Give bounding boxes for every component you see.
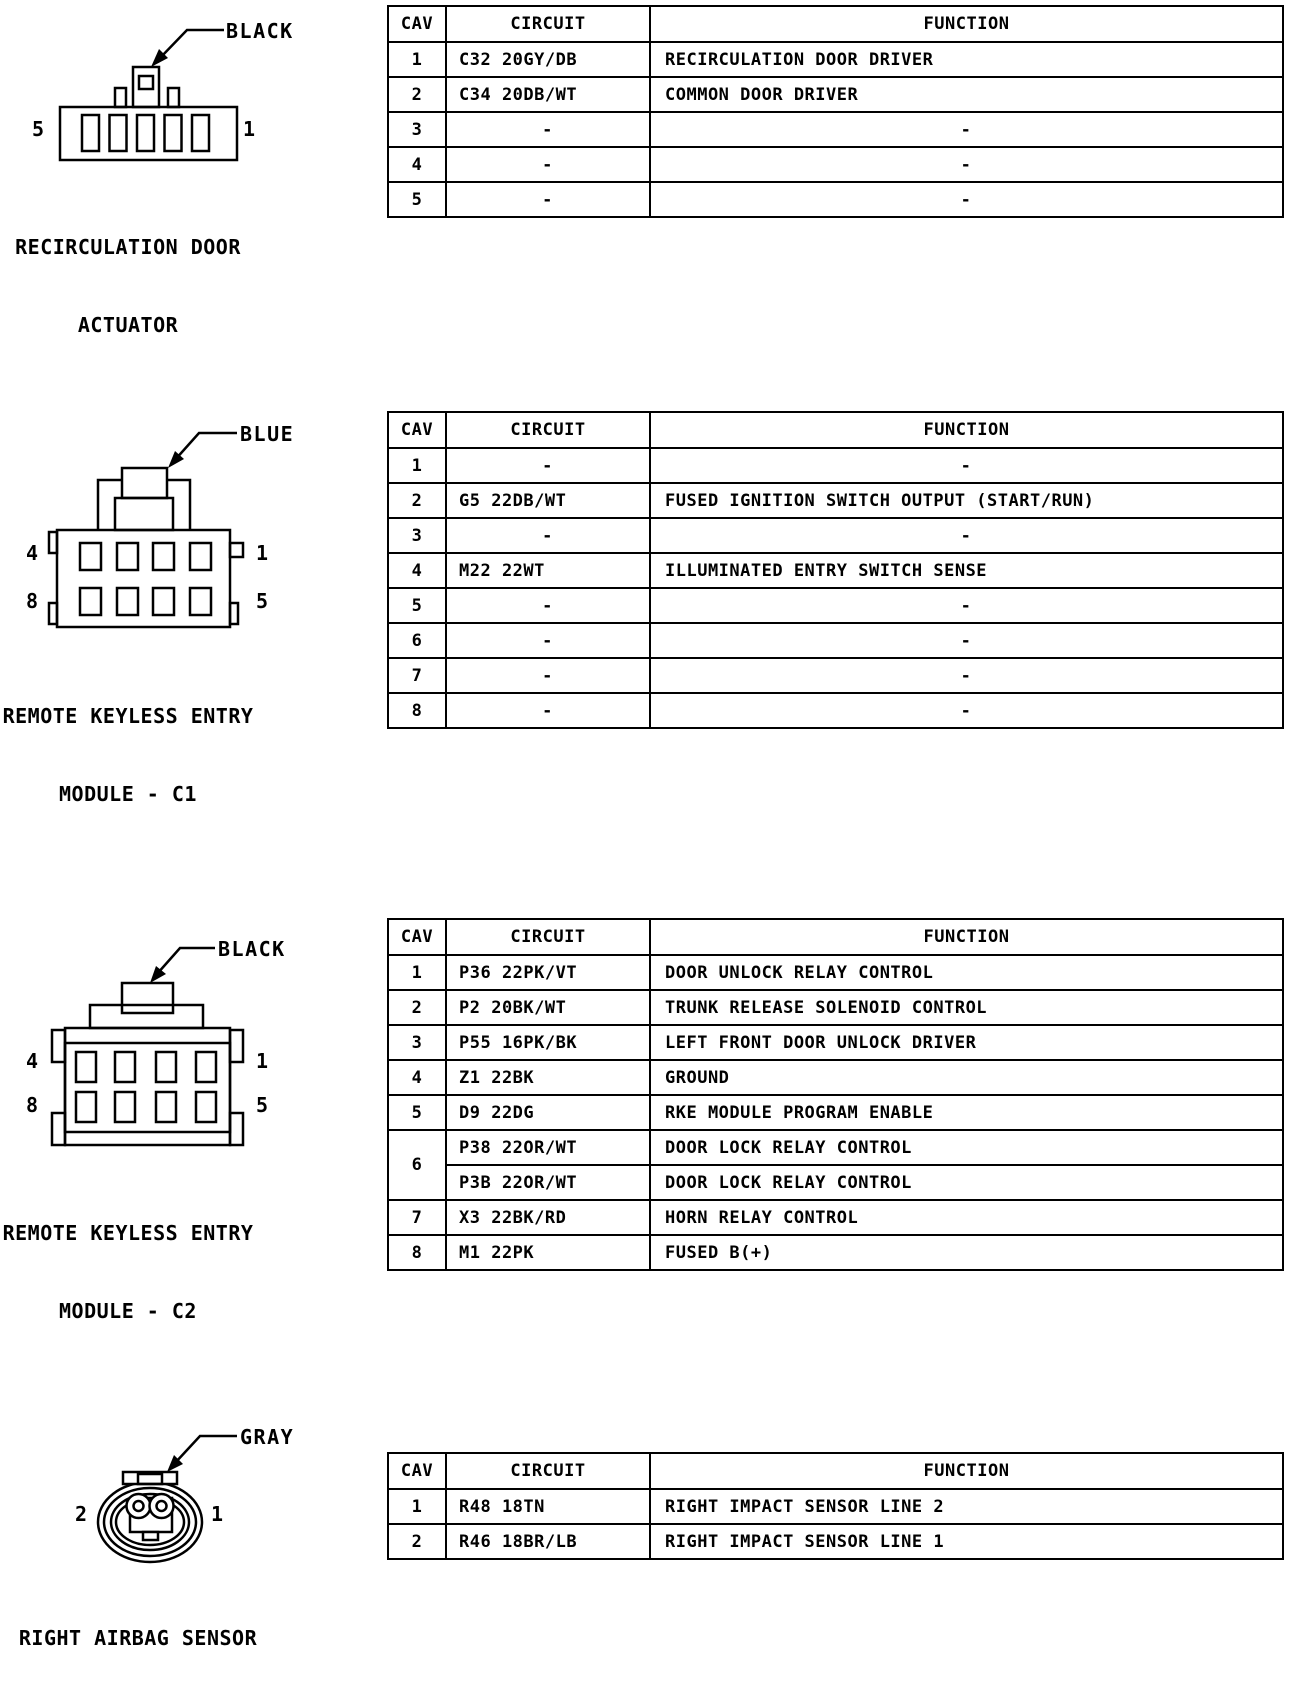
cell-circuit: C34 20DB/WT xyxy=(446,77,650,112)
cell-function: - xyxy=(650,658,1283,693)
table-row xyxy=(388,77,1283,112)
table-row xyxy=(388,1060,1283,1095)
pinout-table-recirculation-door-actuator xyxy=(387,5,1284,218)
column-header-cav: CAV xyxy=(388,919,446,955)
pin-number-label: 4 xyxy=(26,541,39,565)
cell-function: RECIRCULATION DOOR DRIVER xyxy=(650,42,1283,77)
cell-function: COMMON DOOR DRIVER xyxy=(650,77,1283,112)
table-row xyxy=(388,518,1283,553)
cell-function: - xyxy=(650,623,1283,658)
cell-circuit: M1 22PK xyxy=(446,1235,650,1270)
table-row xyxy=(388,1200,1283,1235)
cell-circuit: Z1 22BK xyxy=(446,1060,650,1095)
cell-circuit: - xyxy=(446,518,650,553)
table-row xyxy=(388,955,1283,990)
cell-cav: 2 xyxy=(388,77,446,112)
table-row xyxy=(388,1165,1283,1200)
column-header-function: FUNCTION xyxy=(650,412,1283,448)
table-header-row xyxy=(388,6,1283,42)
cell-circuit: - xyxy=(446,448,650,483)
cell-function: - xyxy=(650,147,1283,182)
pin-number-label: 1 xyxy=(256,1049,269,1073)
table-row xyxy=(388,112,1283,147)
column-header-cav: CAV xyxy=(388,6,446,42)
cell-cav: 3 xyxy=(388,1025,446,1060)
cell-cav: 4 xyxy=(388,147,446,182)
connector-color-label: GRAY xyxy=(240,1425,295,1449)
cell-function: FUSED B(+) xyxy=(650,1235,1283,1270)
cell-circuit: R48 18TN xyxy=(446,1489,650,1524)
column-header-function: FUNCTION xyxy=(650,6,1283,42)
table-row xyxy=(388,182,1283,217)
column-header-circuit: CIRCUIT xyxy=(446,919,650,955)
connector-caption: REMOTE KEYLESS ENTRY MODULE - C1 xyxy=(2,704,254,806)
table-row xyxy=(388,147,1283,182)
cell-cav: 8 xyxy=(388,1235,446,1270)
cell-cav: 3 xyxy=(388,518,446,553)
cell-function: DOOR LOCK RELAY CONTROL xyxy=(650,1165,1283,1200)
table-header-row xyxy=(388,412,1283,448)
cell-circuit: - xyxy=(446,147,650,182)
pin-number-label: 2 xyxy=(75,1502,88,1526)
cell-circuit: - xyxy=(446,182,650,217)
cell-cav: 5 xyxy=(388,1095,446,1130)
cell-function: RKE MODULE PROGRAM ENABLE xyxy=(650,1095,1283,1130)
cell-cav: 7 xyxy=(388,658,446,693)
cell-cav: 4 xyxy=(388,553,446,588)
cell-function: - xyxy=(650,448,1283,483)
cell-circuit: M22 22WT xyxy=(446,553,650,588)
cell-circuit: P3B 22OR/WT xyxy=(446,1165,650,1200)
cell-circuit: - xyxy=(446,623,650,658)
cell-cav: 8 xyxy=(388,693,446,728)
cell-circuit: D9 22DG xyxy=(446,1095,650,1130)
connector-color-label: BLACK xyxy=(226,19,294,43)
table-row xyxy=(388,623,1283,658)
table-row xyxy=(388,588,1283,623)
cell-cav: 1 xyxy=(388,42,446,77)
column-header-circuit: CIRCUIT xyxy=(446,1453,650,1489)
table-row xyxy=(388,448,1283,483)
cell-circuit: R46 18BR/LB xyxy=(446,1524,650,1559)
cell-cav: 1 xyxy=(388,955,446,990)
pin-number-label: 8 xyxy=(26,1093,39,1117)
cell-cav: 5 xyxy=(388,588,446,623)
column-header-function: FUNCTION xyxy=(650,919,1283,955)
pin-number-label: 5 xyxy=(32,117,45,141)
connector-caption: RIGHT AIRBAG SENSOR xyxy=(18,1626,258,1650)
cell-cav: 3 xyxy=(388,112,446,147)
cell-cav: 6 xyxy=(388,623,446,658)
pin-number-label: 5 xyxy=(256,1093,269,1117)
cell-function: HORN RELAY CONTROL xyxy=(650,1200,1283,1235)
column-header-circuit: CIRCUIT xyxy=(446,412,650,448)
pin-number-label: 1 xyxy=(243,117,256,141)
pinout-table-rke-module-c2 xyxy=(387,918,1284,1271)
connector-color-label: BLACK xyxy=(218,937,286,961)
cell-circuit: - xyxy=(446,588,650,623)
cell-circuit: C32 20GY/DB xyxy=(446,42,650,77)
table-header-row xyxy=(388,1453,1283,1489)
connector-caption: REMOTE KEYLESS ENTRY MODULE - C2 xyxy=(2,1221,254,1323)
table-row xyxy=(388,1524,1283,1559)
pinout-table-rke-module-c1 xyxy=(387,411,1284,729)
table-header-row xyxy=(388,919,1283,955)
table-row xyxy=(388,693,1283,728)
cell-function: ILLUMINATED ENTRY SWITCH SENSE xyxy=(650,553,1283,588)
table-row xyxy=(388,1489,1283,1524)
cell-function: - xyxy=(650,518,1283,553)
table-row xyxy=(388,990,1283,1025)
table-row xyxy=(388,483,1283,518)
table-row xyxy=(388,1025,1283,1060)
table-row xyxy=(388,553,1283,588)
cell-cav: 4 xyxy=(388,1060,446,1095)
cell-cav: 7 xyxy=(388,1200,446,1235)
cell-function: GROUND xyxy=(650,1060,1283,1095)
cell-function: TRUNK RELEASE SOLENOID CONTROL xyxy=(650,990,1283,1025)
cell-cav: 1 xyxy=(388,448,446,483)
connector-caption: RECIRCULATION DOOR ACTUATOR xyxy=(15,235,241,337)
cell-circuit: P2 20BK/WT xyxy=(446,990,650,1025)
table-row xyxy=(388,1095,1283,1130)
table-row xyxy=(388,42,1283,77)
leader-arrow-icon xyxy=(150,966,166,983)
table-row xyxy=(388,1130,1283,1165)
right-airbag-sensor-connector-drawing xyxy=(0,1395,310,1575)
cell-function: RIGHT IMPACT SENSOR LINE 2 xyxy=(650,1489,1283,1524)
table-row xyxy=(388,1235,1283,1270)
cell-circuit: P38 22OR/WT xyxy=(446,1130,650,1165)
pin-number-label: 1 xyxy=(256,541,269,565)
column-header-function: FUNCTION xyxy=(650,1453,1283,1489)
column-header-cav: CAV xyxy=(388,1453,446,1489)
cell-function: - xyxy=(650,693,1283,728)
cell-circuit: P36 22PK/VT xyxy=(446,955,650,990)
pin-number-label: 8 xyxy=(26,589,39,613)
cell-cav: 2 xyxy=(388,990,446,1025)
pin-number-label: 4 xyxy=(26,1049,39,1073)
cell-function: DOOR UNLOCK RELAY CONTROL xyxy=(650,955,1283,990)
cell-cav: 6 xyxy=(388,1130,446,1200)
connector-color-label: BLUE xyxy=(240,422,295,446)
cell-function: DOOR LOCK RELAY CONTROL xyxy=(650,1130,1283,1165)
cell-cav: 5 xyxy=(388,182,446,217)
rke-module-c2-connector-drawing xyxy=(0,890,310,1160)
cell-function: - xyxy=(650,112,1283,147)
column-header-circuit: CIRCUIT xyxy=(446,6,650,42)
cell-function: RIGHT IMPACT SENSOR LINE 1 xyxy=(650,1524,1283,1559)
cell-circuit: - xyxy=(446,112,650,147)
cell-function: - xyxy=(650,182,1283,217)
column-header-cav: CAV xyxy=(388,412,446,448)
cell-cav: 1 xyxy=(388,1489,446,1524)
cell-circuit: G5 22DB/WT xyxy=(446,483,650,518)
cell-function: LEFT FRONT DOOR UNLOCK DRIVER xyxy=(650,1025,1283,1060)
cell-function: FUSED IGNITION SWITCH OUTPUT (START/RUN) xyxy=(650,483,1283,518)
cell-function: - xyxy=(650,588,1283,623)
cell-circuit: - xyxy=(446,658,650,693)
pin-number-label: 1 xyxy=(211,1502,224,1526)
pin-number-label: 5 xyxy=(256,589,269,613)
cell-circuit: P55 16PK/BK xyxy=(446,1025,650,1060)
table-row xyxy=(388,658,1283,693)
cell-cav: 2 xyxy=(388,483,446,518)
pinout-table-right-airbag-sensor xyxy=(387,1452,1284,1560)
cell-cav: 2 xyxy=(388,1524,446,1559)
cell-circuit: X3 22BK/RD xyxy=(446,1200,650,1235)
cell-circuit: - xyxy=(446,693,650,728)
